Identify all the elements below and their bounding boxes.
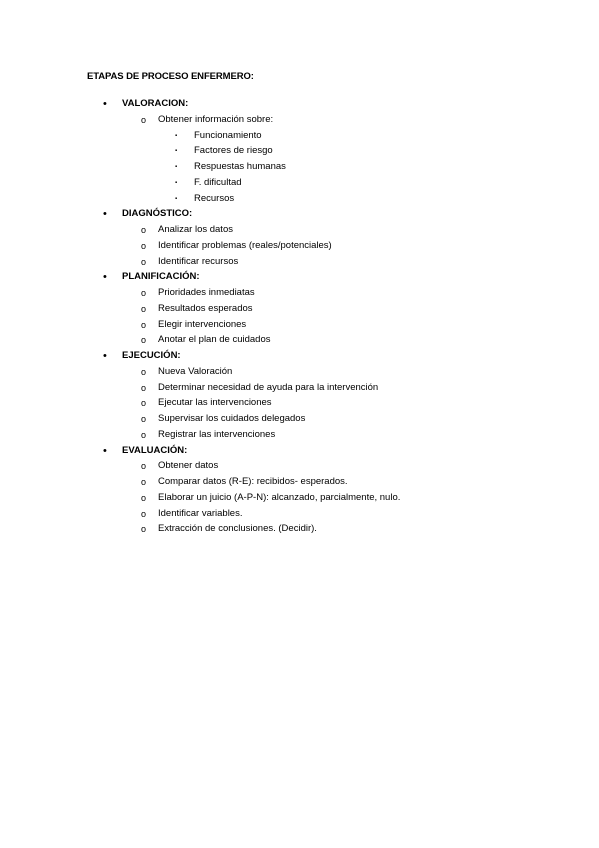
sub-list-item [175, 176, 242, 189]
sub-list-item-text: Factores de riesgo [194, 145, 273, 157]
section-heading-text: VALORACION: [122, 98, 189, 109]
circle-marker: o [141, 366, 147, 377]
sub-list-item [175, 145, 273, 157]
list-item-text: Obtener información sobre: [158, 113, 274, 125]
square-marker: ▪ [175, 132, 178, 139]
section-heading [103, 271, 200, 284]
circle-marker: o [141, 429, 147, 440]
list-item-text: Identificar problemas (reales/potenciales) [158, 239, 332, 251]
square-marker: ▪ [175, 179, 178, 186]
section-heading [103, 98, 189, 110]
circle-marker: o [141, 256, 147, 267]
circle-marker: o [141, 477, 147, 487]
list-item-text: Elegir intervenciones [158, 318, 247, 330]
square-marker: ▪ [175, 164, 178, 170]
list-item-text: Nueva Valoración [158, 365, 233, 377]
section-heading [103, 208, 193, 221]
list-item [141, 318, 247, 331]
circle-marker: o [141, 288, 147, 298]
list-item [141, 255, 239, 268]
list-item-text: Obtener datos [158, 460, 219, 472]
list-item-text: Elaborar un juicio (A-P-N): alcanzado, parcialmente, nulo. [158, 491, 401, 503]
circle-marker: o [141, 240, 147, 251]
list-item [141, 334, 271, 346]
section-heading [103, 444, 188, 457]
circle-marker: o [141, 319, 147, 330]
bullet-marker: • [103, 350, 107, 362]
circle-marker: o [141, 492, 147, 503]
list-item-text: Registrar las intervenciones [158, 428, 276, 440]
section-heading-text: DIAGNÓSTICO: [122, 208, 193, 220]
list-item-text: Resultados esperados [158, 302, 253, 314]
circle-marker: o [141, 225, 147, 235]
sub-list-item-text: F. dificultad [194, 176, 242, 188]
list-item [141, 365, 233, 378]
document-title: ETAPAS DE PROCESO ENFERMERO: [87, 71, 254, 82]
square-marker: ▪ [175, 148, 178, 155]
list-item-text: Prioridades inmediatas [158, 287, 255, 298]
list-item-text: Identificar recursos [158, 255, 239, 267]
list-item [141, 224, 233, 236]
circle-marker: o [141, 398, 147, 409]
circle-marker: o [141, 335, 147, 346]
list-item [141, 491, 401, 504]
sub-list-item-text: Funcionamiento [194, 129, 262, 141]
section-heading-text: PLANIFICACIÓN: [122, 271, 200, 283]
list-item [141, 397, 272, 409]
sub-list-item [175, 129, 262, 142]
list-item-text: Analizar los datos [158, 224, 233, 235]
section-heading-text: EJECUCIÓN: [122, 350, 181, 361]
circle-marker: o [141, 414, 147, 424]
list-item-text: Identificar variables. [158, 507, 243, 519]
square-marker: ▪ [175, 195, 178, 202]
list-item [141, 413, 306, 425]
bullet-marker: • [103, 208, 107, 221]
list-item [141, 460, 219, 472]
list-item [141, 523, 317, 535]
list-item-text: Extracción de conclusiones. (Decidir). [158, 523, 317, 535]
sub-list-item [175, 161, 286, 173]
list-item [141, 287, 255, 299]
list-item-text: Comparar datos (R-E): recibidos- esperados. [158, 476, 348, 487]
list-item [141, 428, 276, 441]
list-item-text: Determinar necesidad de ayuda para la intervención [158, 381, 379, 393]
list-item [141, 507, 243, 520]
sub-list-item-text: Respuestas humanas [194, 161, 286, 172]
list-item [141, 381, 379, 394]
sub-list-item [175, 192, 235, 205]
bullet-marker: • [103, 271, 107, 284]
list-item-text: Anotar el plan de cuidados [158, 334, 271, 346]
circle-marker: o [141, 524, 147, 535]
bullet-marker: • [103, 444, 107, 457]
list-item [141, 113, 274, 126]
section-heading-text: EVALUACIÓN: [122, 444, 188, 456]
bullet-marker: • [103, 98, 107, 110]
list-item-text: Ejecutar las intervenciones [158, 397, 272, 409]
list-item [141, 239, 332, 252]
list-item [141, 476, 348, 488]
list-item [141, 302, 253, 315]
circle-marker: o [141, 114, 147, 125]
circle-marker: o [141, 303, 147, 314]
section-heading [103, 350, 181, 362]
circle-marker: o [141, 382, 147, 393]
list-item-text: Supervisar los cuidados delegados [158, 413, 306, 424]
circle-marker: o [141, 508, 147, 519]
sub-list-item-text: Recursos [194, 192, 235, 204]
circle-marker: o [141, 461, 147, 472]
